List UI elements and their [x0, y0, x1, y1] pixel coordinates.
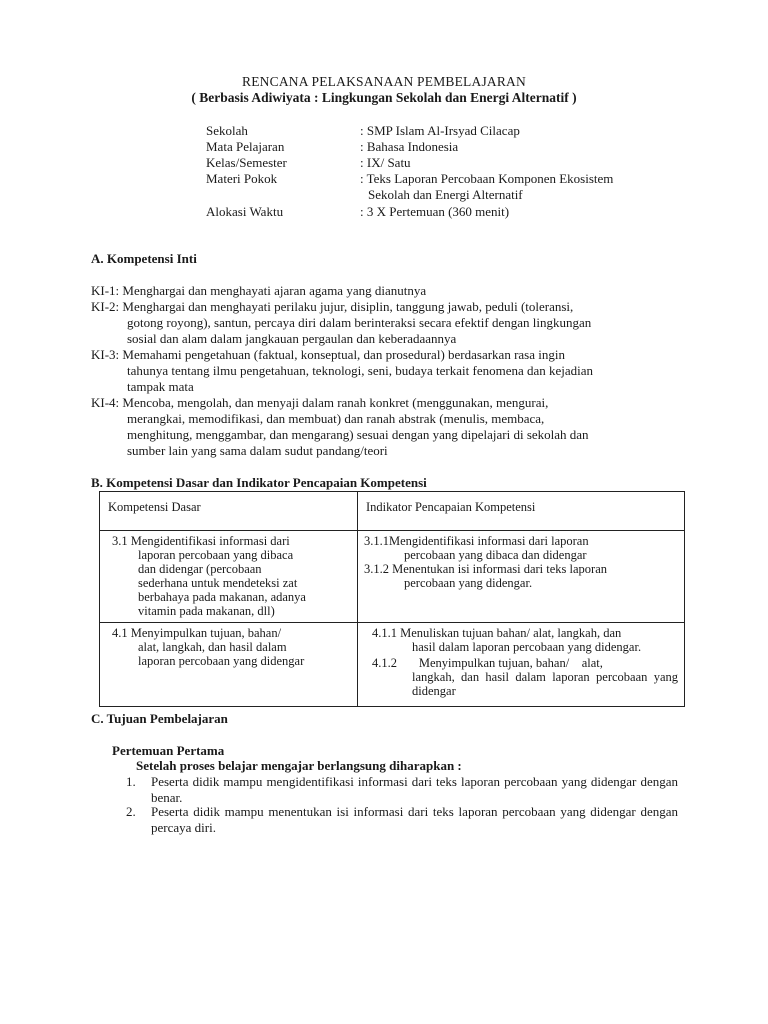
identity-label: Mata Pelajaran — [206, 139, 285, 154]
kd-cell — [100, 531, 358, 623]
section-b-heading: B. Kompetensi Dasar dan Indikator Pencapaian Kompetensi — [91, 475, 427, 490]
identity-value: : 3 X Pertemuan (360 menit) — [360, 204, 510, 219]
kd-line: 4.1 Menyimpulkan tujuan, bahan/ — [112, 626, 282, 640]
kd-line: laporan percobaan yang dibaca — [138, 548, 294, 562]
ipk-line: hasil dalam laporan percobaan yang didengar. — [412, 640, 642, 654]
competency-table — [99, 491, 685, 707]
ki-text: KI-3: Memahami pengetahuan (faktual, konseptual, dan prosedural) berdasarkan rasa ingin — [91, 347, 565, 362]
identity-value: : IX/ Satu — [360, 155, 411, 170]
list-item-text: Peserta didik mampu menentukan isi informasi dari teks laporan percobaan yang didengar dengan percaya diri. — [151, 804, 678, 835]
kd-cell — [100, 623, 358, 707]
ipk-line: langkah, dan hasil dalam laporan percobaan yang didengar — [412, 670, 678, 698]
kd-line: dan didengar (percobaan — [138, 562, 262, 576]
identity-label: Kelas/Semester — [206, 155, 287, 170]
list-item-text: Peserta didik mampu mengidentifikasi informasi dari teks laporan percobaan yang didengar dengan benar. — [151, 774, 678, 805]
table-header-ipk: Indikator Pencapaian Kompetensi — [358, 492, 685, 531]
kd-line: berbahaya pada makanan, adanya — [138, 590, 306, 604]
ki-3 — [91, 347, 677, 395]
ipk-item — [364, 562, 678, 590]
ipk-cell — [358, 531, 685, 623]
identity-label: Alokasi Waktu — [206, 204, 284, 219]
identity-label: Materi Pokok — [206, 171, 278, 186]
table-row — [100, 531, 685, 623]
document-subtitle: ( Berbasis Adiwiyata : Lingkungan Sekolah dan Energi Alternatif ) — [191, 90, 577, 105]
ipk-line: 4.1.2 Menyimpulkan tujuan, bahan/ alat, — [372, 656, 603, 670]
ipk-line: 4.1.1 Menuliskan tujuan bahan/ alat, langkah, dan — [372, 626, 622, 640]
ki-text: KI-1: Menghargai dan menghayati ajaran agama yang dianutnya — [91, 283, 427, 298]
identity-value: Sekolah dan Energi Alternatif — [368, 187, 523, 202]
ipk-item — [372, 626, 678, 654]
kd-line: 3.1 Mengidentifikasi informasi dari — [112, 534, 290, 548]
ki-text-cont: gotong royong), santun, percaya diri dalam berinteraksi secara efektif dengan lingkungan — [127, 315, 592, 330]
ipk-line: percobaan yang dibaca dan didengar — [404, 548, 587, 562]
identity-value: : Bahasa Indonesia — [360, 139, 459, 154]
identity-value: : Teks Laporan Percobaan Komponen Ekosistem — [360, 171, 614, 186]
ki-text-cont: menghitung, menggambar, dan mengarang) sesuai dengan yang dipelajari di sekolah dan — [127, 427, 589, 442]
kd-line: alat, langkah, dan hasil dalam — [138, 640, 287, 654]
ipk-line: 3.1.1Mengidentifikasi informasi dari laporan — [364, 534, 589, 548]
meeting-title: Pertemuan Pertama — [112, 743, 225, 758]
kd-line: sederhana untuk mendeteksi zat — [138, 576, 298, 590]
ki-text-cont: sumber lain yang sama dalam sudut pandang/teori — [127, 443, 388, 458]
kd-line: vitamin pada makanan, dll) — [138, 604, 275, 618]
objectives-intro: Setelah proses belajar mengajar berlangsung diharapkan : — [136, 758, 462, 773]
document-title: RENCANA PELAKSANAAN PEMBELAJARAN — [242, 74, 526, 89]
table-header-row — [100, 492, 685, 531]
ki-1 — [91, 283, 677, 299]
ki-text: KI-4: Mencoba, mengolah, dan menyaji dalam ranah konkret (menggunakan, mengurai, — [91, 395, 549, 410]
ki-text-cont: tahunya tentang ilmu pengetahuan, teknologi, seni, budaya terkait fenomena dan kejadian — [127, 363, 594, 378]
ki-text: KI-2: Menghargai dan menghayati perilaku jujur, disiplin, tanggung jawab, peduli (toleransi, — [91, 299, 574, 314]
section-a-heading: A. Kompetensi Inti — [91, 251, 197, 266]
list-item-number: 2. — [126, 804, 136, 819]
ipk-line: 3.1.2 Menentukan isi informasi dari teks laporan — [364, 562, 607, 576]
ki-text-cont: tampak mata — [127, 379, 194, 394]
list-item-number: 1. — [126, 774, 136, 789]
ipk-line: percobaan yang didengar. — [404, 576, 533, 590]
section-c-heading: C. Tujuan Pembelajaran — [91, 711, 228, 726]
identity-value: : SMP Islam Al-Irsyad Cilacap — [360, 123, 520, 138]
identity-label: Sekolah — [206, 123, 248, 138]
table-row — [100, 623, 685, 707]
ki-text-cont: sosial dan alam dalam jangkauan pergaulan dan keberadaannya — [127, 331, 457, 346]
ipk-cell — [358, 623, 685, 707]
ki-2 — [91, 299, 677, 347]
ki-text-cont: merangkai, memodifikasi, dan membuat) dan ranah abstrak (menulis, membaca, — [127, 411, 545, 426]
ki-4 — [91, 395, 677, 459]
kd-line: laporan percobaan yang didengar — [138, 654, 305, 668]
ipk-item — [372, 656, 678, 698]
ipk-item — [364, 534, 678, 562]
table-header-kd: Kompetensi Dasar — [100, 492, 358, 531]
